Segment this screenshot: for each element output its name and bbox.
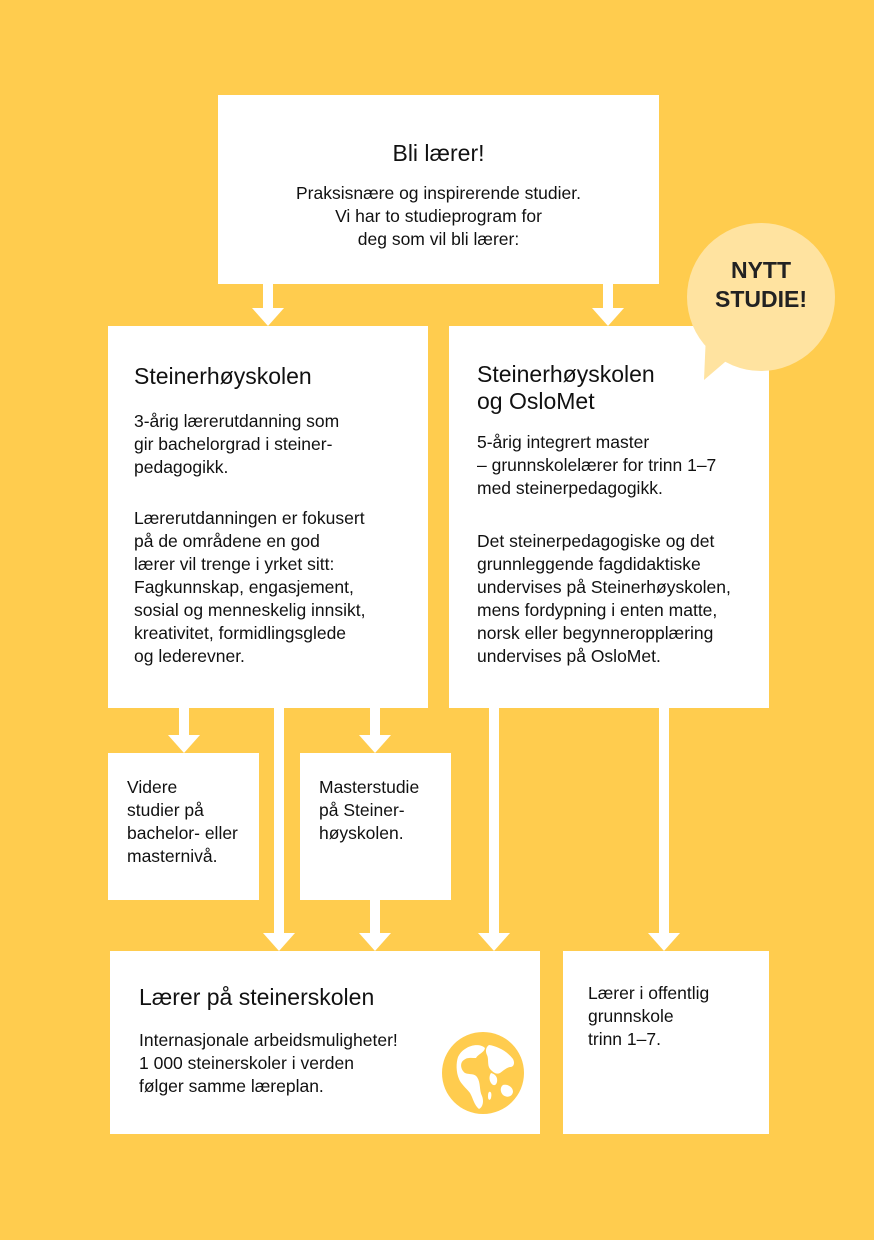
program-description: Det steinerpedagogiske og det grunnleggende fagdidaktiske undervises på Steinerhøyskolen, mens fordypning i enten matte, norsk eller begynneropplæring undervises på OsloMet. — [477, 531, 731, 666]
arrow-top-to-right-shaft — [603, 284, 613, 310]
program-box-oslomet — [449, 326, 769, 708]
arrow-master-to-steinerschool-head — [359, 933, 391, 951]
intro-box — [218, 95, 659, 284]
master-studies-text: Masterstudie på Steiner- høyskolen. — [319, 777, 420, 843]
program-title: Steinerhøyskolen — [134, 363, 312, 389]
arrow-top-to-right-head — [592, 308, 624, 326]
arrow-left-to-steinerschool-head — [263, 933, 295, 951]
steinerschool-teacher-box — [110, 951, 540, 1134]
arrow-master-to-steinerschool-shaft — [370, 900, 380, 934]
master-studies-box — [300, 753, 451, 900]
public-school-teacher-box — [563, 951, 769, 1134]
intro-text: Praksisnære og inspirerende studier. Vi har to studieprogram for deg som vil bli lærer: — [295, 183, 581, 249]
arrow-left-to-further-shaft — [179, 708, 189, 736]
program-summary: 3-årig lærerutdanning som gir bachelorgrad i steiner- pedagogikk. — [134, 411, 340, 477]
globe-icon — [439, 1029, 527, 1117]
arrow-right-to-steinerschool-shaft — [489, 708, 499, 934]
badge-text: NYTT STUDIE! — [715, 257, 807, 312]
further-studies-text: Videre studier på bachelor- eller masternivå. — [127, 777, 238, 866]
public-school-text: Lærer i offentlig grunnskole trinn 1–7. — [588, 983, 710, 1049]
program-box-steinerhoyskolen — [108, 326, 428, 708]
arrow-left-to-further-head — [168, 735, 200, 753]
arrow-right-to-steinerschool-head — [478, 933, 510, 951]
arrow-left-to-master-head — [359, 735, 391, 753]
steinerschool-text: Internasjonale arbeidsmuligheter! 1 000 steinerskoler i verden følger samme læreplan. — [139, 1030, 398, 1096]
program-title: Steinerhøyskolen og OsloMet — [477, 361, 655, 414]
arrow-top-to-left-shaft — [263, 284, 273, 310]
further-studies-box — [108, 753, 259, 900]
arrow-top-to-left-head — [252, 308, 284, 326]
program-summary: 5-årig integrert master – grunnskolelærer for trinn 1–7 med steinerpedagogikk. — [477, 432, 717, 498]
steinerschool-title: Lærer på steinerskolen — [139, 984, 375, 1010]
program-description: Lærerutdanningen er fokusert på de områdene en god lærer vil trenge i yrket sitt: Fagkunnskap, engasjement, sosial og menneskelig innsikt, kreativitet, formidlingsglede og lederevner. — [134, 508, 366, 666]
arrow-right-to-public-head — [648, 933, 680, 951]
arrow-left-to-steinerschool-shaft — [274, 708, 284, 934]
arrow-right-to-public-shaft — [659, 708, 669, 934]
main-title: Bli lærer! — [392, 140, 485, 166]
arrow-left-to-master-shaft — [370, 708, 380, 736]
